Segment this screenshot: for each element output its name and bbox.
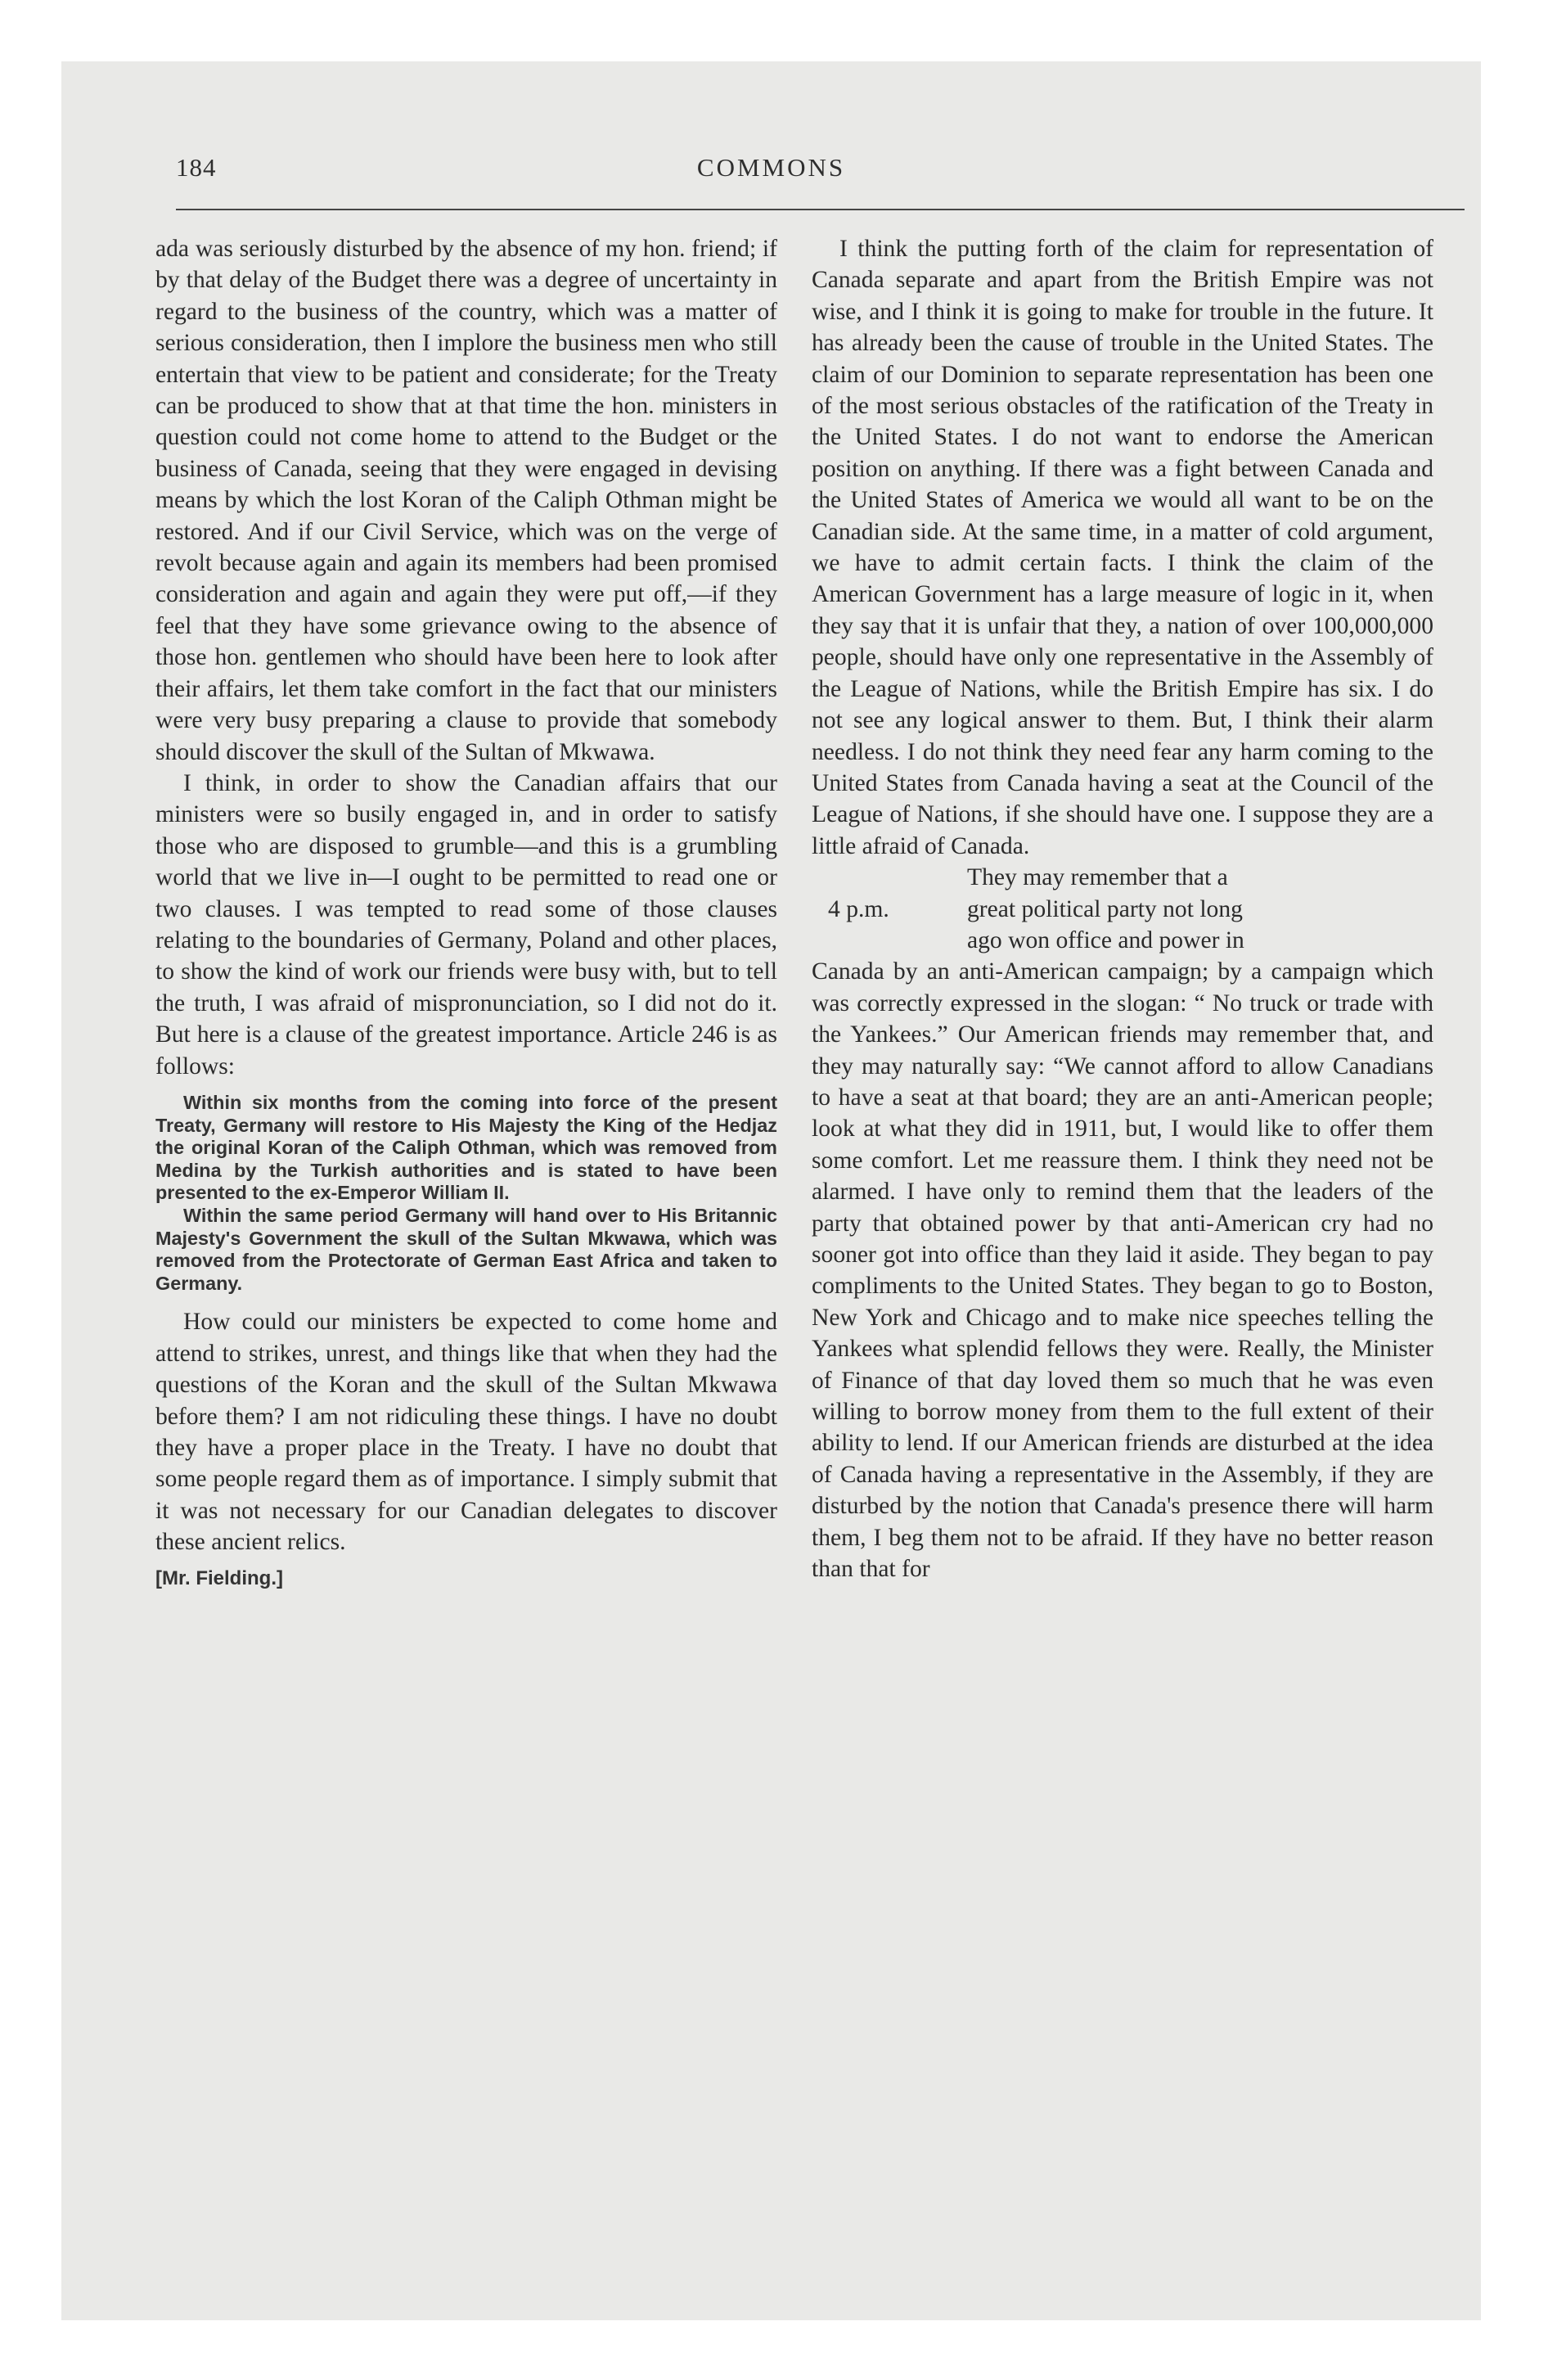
left-column <box>155 233 777 1591</box>
page-scan <box>61 61 1481 2320</box>
right-column <box>812 233 1433 1584</box>
right-paragraph-1: I think the putting forth of the claim for representation of Canada separate and apart from the British Empire was not wise, and I think it is going to make for trouble in the future. It has already been the cause of trouble in the United States. The claim of our Dominion to separate representation has been one of the most serious obstacles of the ratification of the Treaty in the United States. I do not want to endorse the American position on anything. If there was a fight between Canada and the United States of America we would all want to be on the Canadian side. At the same time, in a matter of cold argument, we have to admit certain facts. I think the claim of the American Government has a large measure of logic in it, when they say that it is unfair that they, a nation of over 100,000,000 people, should have only one representative in the Assembly of the League of Nations, while the British Empire has six. I do not see any logical answer to them. But, I think their alarm needless. I do not think they need fear any harm coming to the United States from Canada having a seat at the Council of the League of Nations, if she should have one. I suppose they are a little afraid of Canada. <box>812 236 1433 859</box>
time-line-2: great political party not long <box>967 895 1243 922</box>
left-paragraph-2: I think, in order to show the Canadian affairs that our ministers were so busily engaged in, and in order to satisfy those who are disposed to grumble—and this is a grumbling world that we live in—I ought to be permitted to read one or two clauses. I was tempted to read some of those clauses relating to the boundaries of Germany, Poland and other places, to show the kind of work our friends were busy with, but to tell the truth, I was afraid of mispronunciation, so I did not do it. But here is a clause of the greatest importance. Article 246 is as follows: <box>155 769 777 1080</box>
time-line-2-row <box>812 894 1433 925</box>
margin-time-marker: 4 p.m. <box>828 895 889 922</box>
page-number: 184 <box>176 153 217 182</box>
right-paragraph-2: Canada by an anti-American campaign; by a campaign which was correctly expressed in the slogan: “ No truck or trade with the Yankees.” Our American friends may remember that, and they may naturally say: “We cannot afford to allow Canadians to have a seat at that board; they are an anti-American people; look at what they did in 1911, but, I would like to offer them some comfort. Let me reassure them. I think they need not be alarmed. I have only to remind them that the leaders of the party that obtained power by that anti-American cry had no sooner got into office than they laid it aside. They began to pay compliments to the United States. They began to go to Boston, New York and Chicago and to make nice speeches telling the Yankees what splendid fellows they were. Really, the Minister of Finance of that day loved them so much that he was even willing to borrow money from them to the full extent of their ability to lend. If our American friends are disturbed at the idea of Canada having a representative in the Assembly, if they are disturbed by the notion that Canada's presence there will harm them, I beg them not to be afraid. If they have no better reason than that for <box>812 958 1433 1583</box>
time-marked-block <box>812 862 1433 956</box>
time-line-3: ago won office and power in <box>967 926 1244 953</box>
time-line-1: They may remember that a <box>967 864 1228 891</box>
quotation-paragraph-1: Within six months from the coming into force of the present Treaty, Germany will restore to His Majesty the King of the Hedjaz the original Koran of the Caliph Othman, which was removed from Medina by the Turkish authorities and is stated to have been presented to the ex-Emperor William II. <box>155 1091 777 1204</box>
left-paragraph-3: How could our ministers be expected to come home and attend to strikes, unrest, and things like that when they had the questions of the Koran and the skull of the Sultan Mkwawa before them? I am not ridiculing these things. I have no doubt they have a proper place in the Treaty. I have no doubt that some people regard them as of importance. I simply submit that it was not necessary for our Canadian delegates to discover these ancient relics. <box>155 1309 777 1556</box>
speaker-attribution: [Mr. Fielding.] <box>155 1566 283 1589</box>
quotation-paragraph-2: Within the same period Germany will hand over to His Britannic Majesty's Government the skull of the Sultan Mkwawa, which was removed from the Protectorate of German East Africa and taken to Germany. <box>155 1204 777 1294</box>
header-rule <box>176 209 1465 210</box>
left-paragraph-1: ada was seriously disturbed by the absence of my hon. friend; if by that delay of the Budget there was a degree of uncertainty in regard to the business of the country, which was a matter of serious consideration, then I implore the business men who still entertain that view to be patient and considerate; for the Treaty can be produced to show that at that time the hon. ministers in question could not come home to attend to the Budget or the business of Canada, seeing that they were engaged in devising means by which the lost Koran of the Caliph Othman might be restored. And if our Civil Service, which was on the verge of revolt because again and again its members had been promised consideration and again and again they were put off,—if they feel that they have some grievance owing to the absence of those hon. gentlemen who should have been here to look after their affairs, let them take comfort in the fact that our ministers were very busy preparing a clause to provide that somebody should discover the skull of the Sultan of Mkwawa. <box>155 236 777 765</box>
treaty-quotation <box>155 1092 777 1295</box>
running-head: COMMONS <box>696 153 846 182</box>
